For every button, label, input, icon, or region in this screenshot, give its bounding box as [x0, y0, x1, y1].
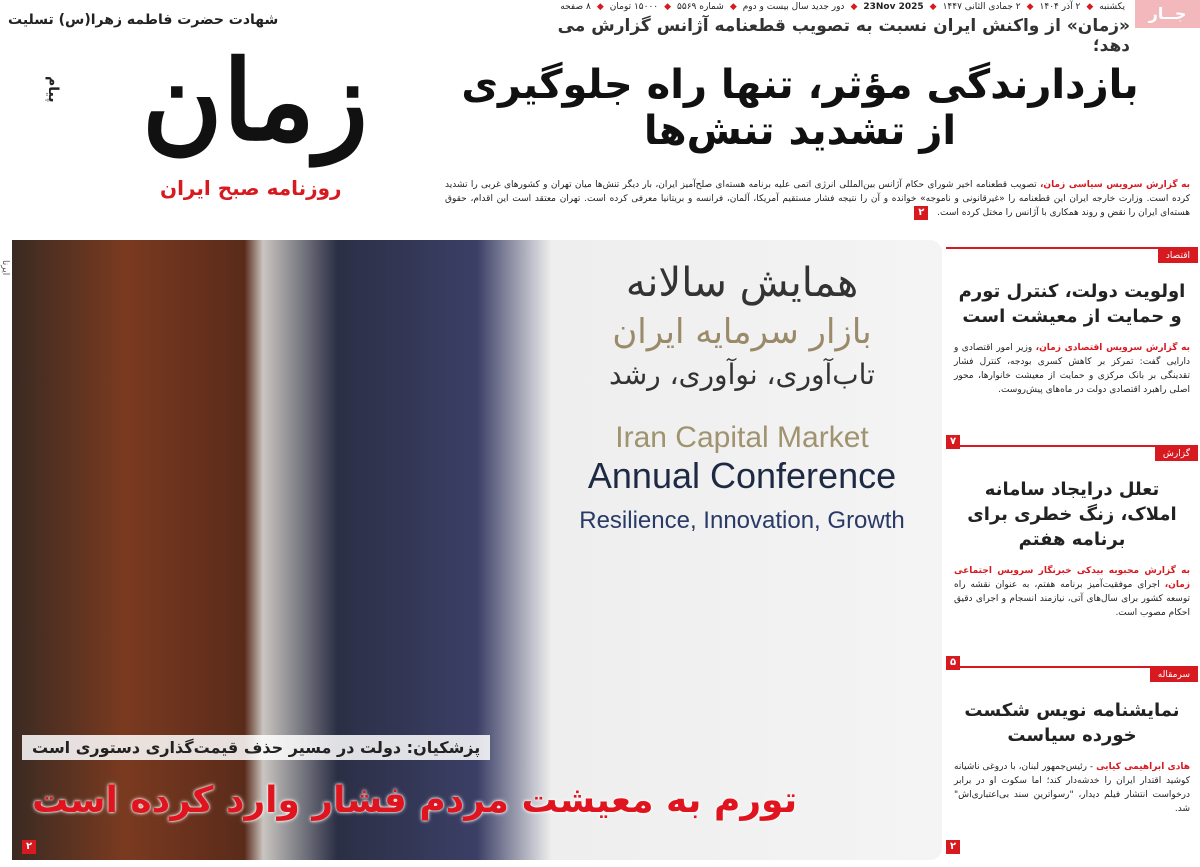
lead-page-ref[interactable]: ۲ [914, 206, 928, 220]
logo-wordmark: زمان [141, 36, 369, 165]
category-label: سرمقاله [1150, 668, 1198, 682]
banner-fa-title: همایش سالانه [625, 260, 859, 306]
issue-number: شماره ۵۵۶۹ [677, 2, 724, 12]
main-photo [12, 240, 942, 860]
story-text: - رئیس‌جمهور لبنان، با دروغی ناشیانه کوشید اقتدار ایران را خدشه‌دار کند؛ اما سکوت او در برابر درخواست انتشار فیلم دیدار، "رسواترین سند بی‌اعتباری‌اش" شد. [954, 762, 1190, 814]
conference-banner [572, 260, 912, 535]
category-label: گزارش [1155, 447, 1198, 461]
story-text: وزیر امور اقتصادی و دارایی گفت: تمرکز بر کاهش کسری بودجه، کنترل فشار تقدینگی بر بانک مرکزی و حمایت از معیشت خانوارها، محور اصلی راهبرد اقتصادی دولت در ماه‌های پیش‌روست. [954, 343, 1190, 395]
issue-price: ۱۵۰۰۰ تومان [609, 2, 659, 12]
condolence-banner: شهادت حضرت فاطمه زهرا(س) تسلیت [8, 12, 279, 28]
category-label: اقتصاد [1158, 249, 1198, 263]
sidebar-story-economy [946, 247, 1198, 447]
story-title: تعلل درایجاد سامانه املاک، زنگ خطری برای برنامه هفتم [967, 479, 1177, 550]
story-body [946, 564, 1198, 620]
logo-prefix: پیام [45, 76, 61, 103]
masthead-logo [5, 36, 415, 226]
story-body [946, 341, 1198, 397]
issue-day: یکشنبه [1099, 2, 1125, 12]
photo-page-ref[interactable]: ۲ [22, 840, 36, 854]
sidebar-story-report [946, 445, 1198, 668]
issue-date-gregorian: 23Nov 2025 [863, 2, 924, 12]
issue-date-solar: ۲ آذر ۱۴۰۴ [1039, 2, 1081, 12]
story-title: اولویت دولت، کنترل تورم و حمایت از معیشت است [958, 281, 1186, 327]
issue-pages: ۸ صفحه [560, 2, 591, 12]
issue-info-bar: یکشنبه ◆ ۲ آذر ۱۴۰۴ ◆ ۲ جمادی الثانی ۱۴۴۷ ◆ 23Nov 2025 ◆ دور جدید سال بیست و دوم ◆ شماره ۵۵۶۹ ◆ ۱۵۰۰۰ تومان ◆ ۸ صفحه [560, 2, 1125, 12]
photo-headline: تورم به معیشت مردم فشار وارد کرده است [32, 780, 798, 821]
lead-kicker: «زمان» از واکنش ایران نسبت به تصویب قطعنامه آژانس گزارش می دهد؛ [557, 16, 1130, 56]
page-ref[interactable]: ۷ [946, 435, 960, 449]
banner-fa-slogan: تاب‌آوری، نوآوری، رشد [609, 358, 875, 391]
story-title: نمایشنامه نویس شکست خورده سیاست [964, 700, 1180, 746]
lead-body [445, 178, 1190, 220]
logo-subtitle: روزنامه صبح ایران [160, 176, 342, 200]
issue-date-lunar: ۲ جمادی الثانی ۱۴۴۷ [942, 2, 1021, 12]
lead-byline: به گزارش سرویس سیاسی زمان، [1039, 180, 1190, 190]
lead-headline-line-1: بازدارندگی مؤثر، تنها راه جلوگیری [461, 62, 1139, 108]
banner-fa-subtitle: بازار سرمایه ایران [612, 312, 872, 352]
story-byline: به گزارش سرویس اقتصادی زمان، [1035, 343, 1190, 353]
page-ref[interactable]: ۲ [946, 840, 960, 854]
banner-en-subtitle: Annual Conference [587, 455, 897, 496]
story-byline: به گزارش محبوبه بیدکی خبرنگار سرویس اجتماعی زمان، [954, 566, 1190, 590]
banner-en-title: Iran Capital Market [615, 421, 869, 454]
section-tag: جــار [1135, 0, 1200, 28]
story-byline: هادی ابراهیمی کیایی [1096, 762, 1190, 772]
issue-series: دور جدید سال بیست و دوم [742, 2, 845, 12]
story-body [946, 760, 1198, 816]
story-text: اجرای موفقیت‌آمیز برنامه هفتم، به عنوان نقشه راه توسعه کشور برای سال‌های آتی، نیازمند انسجام و اجرای دقیق احکام مصوب است. [954, 580, 1190, 618]
photo-credit: ایرنا [0, 260, 10, 276]
lead-headline [420, 62, 1180, 154]
sidebar-story-editorial [946, 666, 1198, 852]
lead-text: تصویب قطعنامه اخیر شورای حکام آژانس بین‌المللی انرژی اتمی علیه برنامه هسته‌ای صلح‌آمیز ایران، بار دیگر تنش‌ها میان تهران و کشورهای غربی را تشدید کرده است. وزارت خارجه ایران این قطعنامه را «غیرقانونی و ناموجه» خوانده و آن را نتیجه فشار مستقیم آمریکا، آلمان، فرانسه و بریتانیا معرفی کرده است. تهران معتقد است این اقدام، حقوق هسته‌ای ایران را نقض و روند همکاری با آژانس را مختل کرده است. [445, 180, 1190, 218]
banner-en-slogan: Resilience, Innovation, Growth [579, 507, 905, 534]
photo-caption: پزشکیان: دولت در مسیر حذف قیمت‌گذاری دستوری است [22, 735, 490, 760]
lead-headline-line-2: از تشدید تنش‌ها [643, 108, 957, 154]
page-ref[interactable]: ۵ [946, 656, 960, 670]
